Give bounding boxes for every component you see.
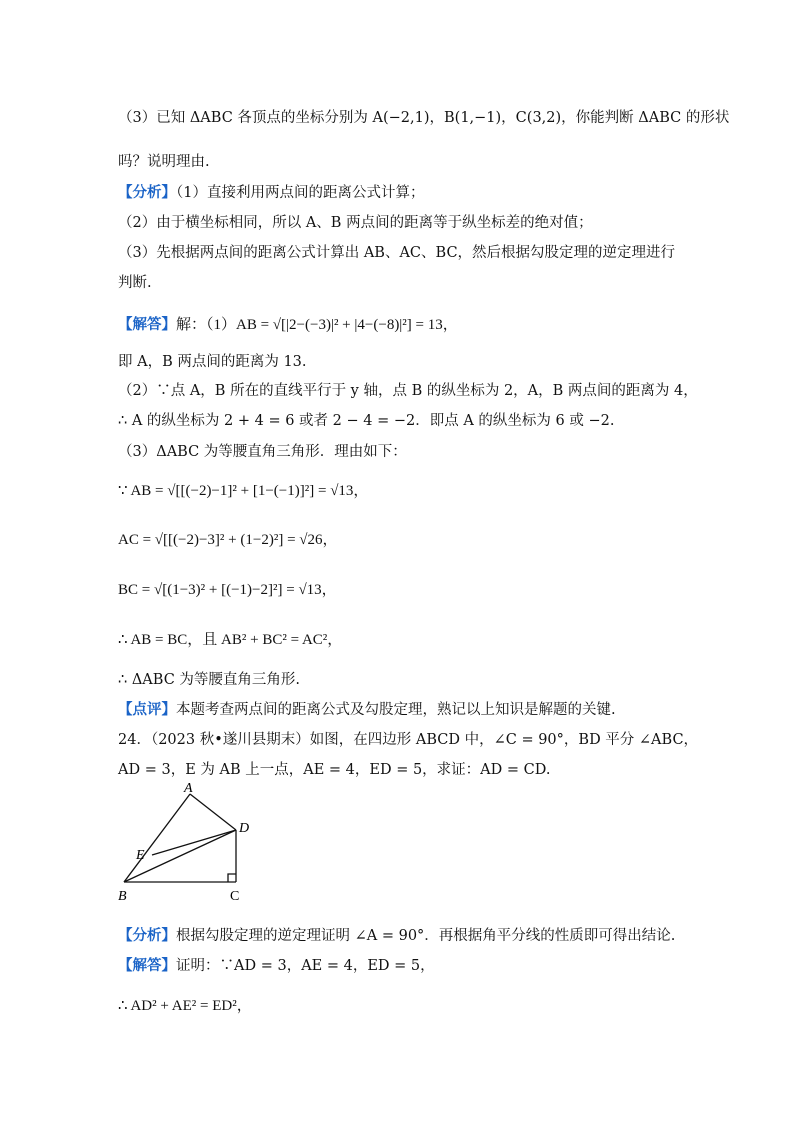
line-comment: 【点评】本题考查两点间的距离公式及勾股定理，熟记以上知识是解题的关键. — [118, 701, 616, 718]
line-solution-2b: ∴ A 的纵坐标为 2 + 4 = 6 或者 2 − 4 = −2．即点 A 的纵坐标为 6 或 −2. — [118, 413, 615, 429]
line-solution-ac: AC = √[[(−2)−3]² + (1−2)²] = √26， — [118, 532, 338, 548]
label-a: A — [184, 782, 193, 796]
line-solution-1: 【解答】解：（1）AB = √[|2−(−3)|² + |4−(−8)|²] = 13， — [118, 316, 458, 333]
line-question-24: 24．（2023 秋•遂川县期末）如图，在四边形 ABCD 中，∠C = 90°，BD 平分 ∠ABC， — [118, 732, 699, 748]
line-analysis-24: 【分析】根据勾股定理的逆定理证明 ∠A = 90°．再根据角平分线的性质即可得出结论. — [118, 927, 676, 944]
line-question-24b: AD = 3，E 为 AB 上一点，AE = 4，ED = 5，求证：AD = CD. — [118, 762, 551, 778]
line-q3b: 吗？说明理由. — [118, 154, 210, 170]
line-analysis-3: （3）先根据两点间的距离公式计算出 AB、AC、BC，然后根据勾股定理的逆定理进行 — [118, 245, 676, 261]
line-solution-ab: ∵ AB = √[[(−2)−1]² + [1−(−1)]²] = √13， — [118, 483, 369, 499]
line-solution-conclusion: ∴ ΔABC 为等腰直角三角形. — [118, 672, 301, 688]
label-d: D — [239, 821, 250, 836]
quadrilateral-figure — [118, 782, 278, 912]
label-e: E — [136, 848, 145, 863]
line-analysis-1: 【分析】（1）直接利用两点间的距离公式计算； — [118, 184, 425, 201]
line-analysis-3b: 判断. — [118, 275, 152, 291]
label-b: B — [118, 889, 127, 904]
line-q3a: （3）已知 ΔABC 各顶点的坐标分别为 A(−2,1)，B(1,−1)，C(3,2)，你能判断 ΔABC 的形状 — [118, 110, 730, 126]
label-c: C — [230, 889, 240, 904]
line-solution-24: 【解答】证明：∵AD = 3，AE = 4，ED = 5， — [118, 957, 435, 974]
line-solution-3: （3）ΔABC 为等腰直角三角形．理由如下： — [118, 444, 407, 460]
line-solution-2: （2）∵点 A，B 所在的直线平行于 y 轴，点 B 的纵坐标为 2，A，B 两点间的距离为 4， — [118, 383, 698, 399]
line-solution-1b: 即 A，B 两点间的距离为 13. — [118, 354, 307, 370]
line-solution-bc: BC = √[(1−3)² + [(−1)−2]²] = √13， — [118, 582, 337, 598]
line-solution-eq: ∴ AB = BC，且 AB² + BC² = AC²， — [118, 632, 343, 648]
line-solution-24b: ∴ AD² + AE² = ED²， — [118, 998, 252, 1014]
line-analysis-2: （2）由于横坐标相同，所以 A、B 两点间的距离等于纵坐标差的绝对值； — [118, 215, 593, 231]
